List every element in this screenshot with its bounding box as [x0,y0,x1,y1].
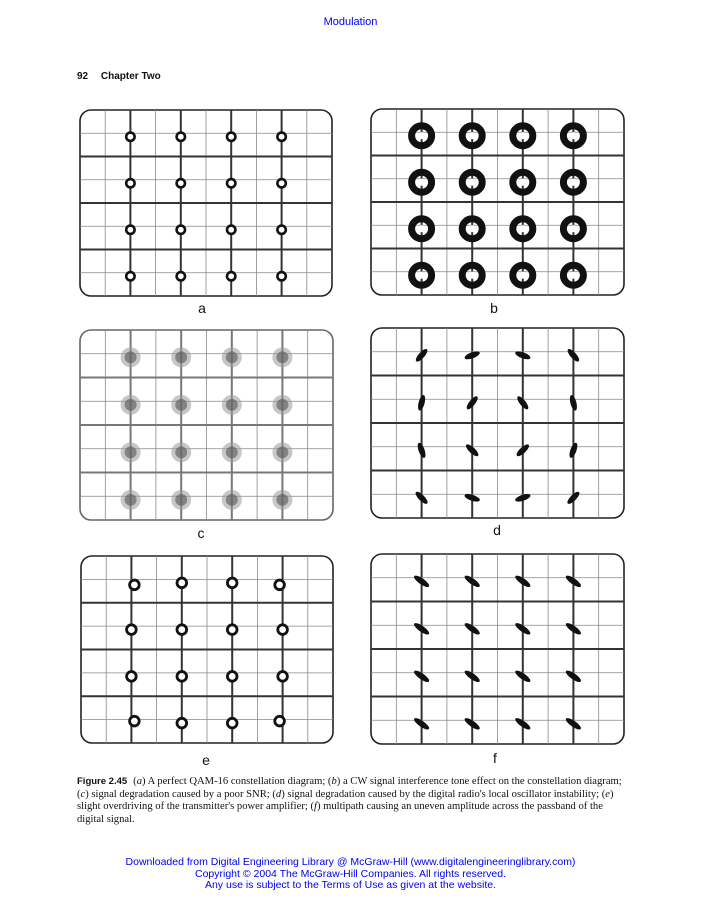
symbol-core [125,494,137,506]
constellation-diagram-d [368,325,627,521]
symbol-core [175,446,187,458]
symbol-core [175,494,187,506]
panel-b [368,106,627,298]
symbol-point [275,580,285,590]
symbol-point [126,272,134,280]
symbol-point [177,625,187,635]
symbol-center [519,179,526,186]
figure-caption [77,776,632,826]
symbol-center [519,132,526,139]
symbol-point [277,272,285,280]
footer-terms[interactable]: Any use is subject to the Terms of Use as given at the website. [204,879,497,891]
symbol-point [126,133,134,141]
panel-label-f: f [493,750,497,766]
symbol-point [227,578,237,588]
symbol-point [227,272,235,280]
constellation-diagram-e [78,553,336,746]
constellation-diagram-c [77,327,336,523]
symbol-core [226,446,238,458]
page-number: 92 [77,71,89,82]
symbol-point [177,133,185,141]
symbol-point [177,226,185,234]
footer-download-link[interactable]: Downloaded from Digital Engineering Library @ McGraw-Hill (www.digitalengineeringlibrary.com) [125,856,576,868]
constellation-diagram-a [77,107,335,299]
constellation-diagram-b [368,106,627,298]
symbol-point [130,580,140,590]
constellation-diagram-f [368,551,627,747]
symbol-center [418,132,425,139]
symbol-core [125,399,137,411]
symbol-center [469,132,476,139]
symbol-point [277,179,285,187]
symbol-center [469,225,476,232]
panel-label-a: a [198,300,206,316]
symbol-core [276,494,288,506]
symbol-core [125,446,137,458]
symbol-point [227,133,235,141]
symbol-point [227,672,237,682]
symbol-center [570,179,577,186]
symbol-center [519,272,526,279]
symbol-point [227,226,235,234]
symbol-core [226,351,238,363]
symbol-center [519,225,526,232]
footer-copyright[interactable]: Copyright © 2004 The McGraw-Hill Companies. All rights reserved. [195,867,506,880]
symbol-point [177,578,187,588]
panel-f [368,551,627,747]
symbol-core [226,399,238,411]
symbol-point [227,718,237,728]
panel-label-b: b [490,300,498,316]
panel-label-d: d [493,522,501,538]
symbol-center [469,179,476,186]
panel-label-c: c [197,525,205,541]
chapter-title: Chapter Two [100,71,161,82]
panel-c [77,327,336,523]
symbol-core [175,351,187,363]
caption-text: (a) A perfect QAM-16 constellation diagram; (b) a CW signal interference tone effect on the constellation diagram; (c) signal degradation caused by a poor SNR; (d) signal degradation caused by the digital radio's local oscillator instability; (e) slight overdriving of the transmitter's power amplifier; (f) multipath causing an uneven amplitude across the passband of the digital signal. [77,776,622,825]
symbol-point [177,672,187,682]
panel-label-e: e [202,752,210,768]
symbol-point [277,226,285,234]
symbol-point [278,672,288,682]
symbol-point [278,625,288,635]
symbol-core [276,351,288,363]
symbol-point [130,716,140,726]
panel-d [368,325,627,521]
footer [0,857,701,892]
page-header [77,71,161,82]
symbol-point [177,179,185,187]
symbol-core [276,399,288,411]
panel-a [77,107,335,299]
symbol-core [276,446,288,458]
panel-e [78,553,336,746]
symbol-point [227,179,235,187]
symbol-point [227,625,237,635]
symbol-point [126,226,134,234]
symbol-point [127,672,137,682]
symbol-center [418,179,425,186]
symbol-center [418,225,425,232]
symbol-point [177,272,185,280]
symbol-point [126,179,134,187]
symbol-point [275,716,285,726]
running-head[interactable]: Modulation [323,16,378,28]
symbol-point [127,625,137,635]
symbol-point [277,133,285,141]
symbol-point [177,718,187,728]
symbol-core [226,494,238,506]
symbol-core [175,399,187,411]
symbol-core [125,351,137,363]
symbol-center [570,225,577,232]
symbol-center [469,272,476,279]
symbol-center [418,272,425,279]
figure-label: Figure 2.45 [77,776,128,787]
symbol-center [570,272,577,279]
symbol-center [570,132,577,139]
